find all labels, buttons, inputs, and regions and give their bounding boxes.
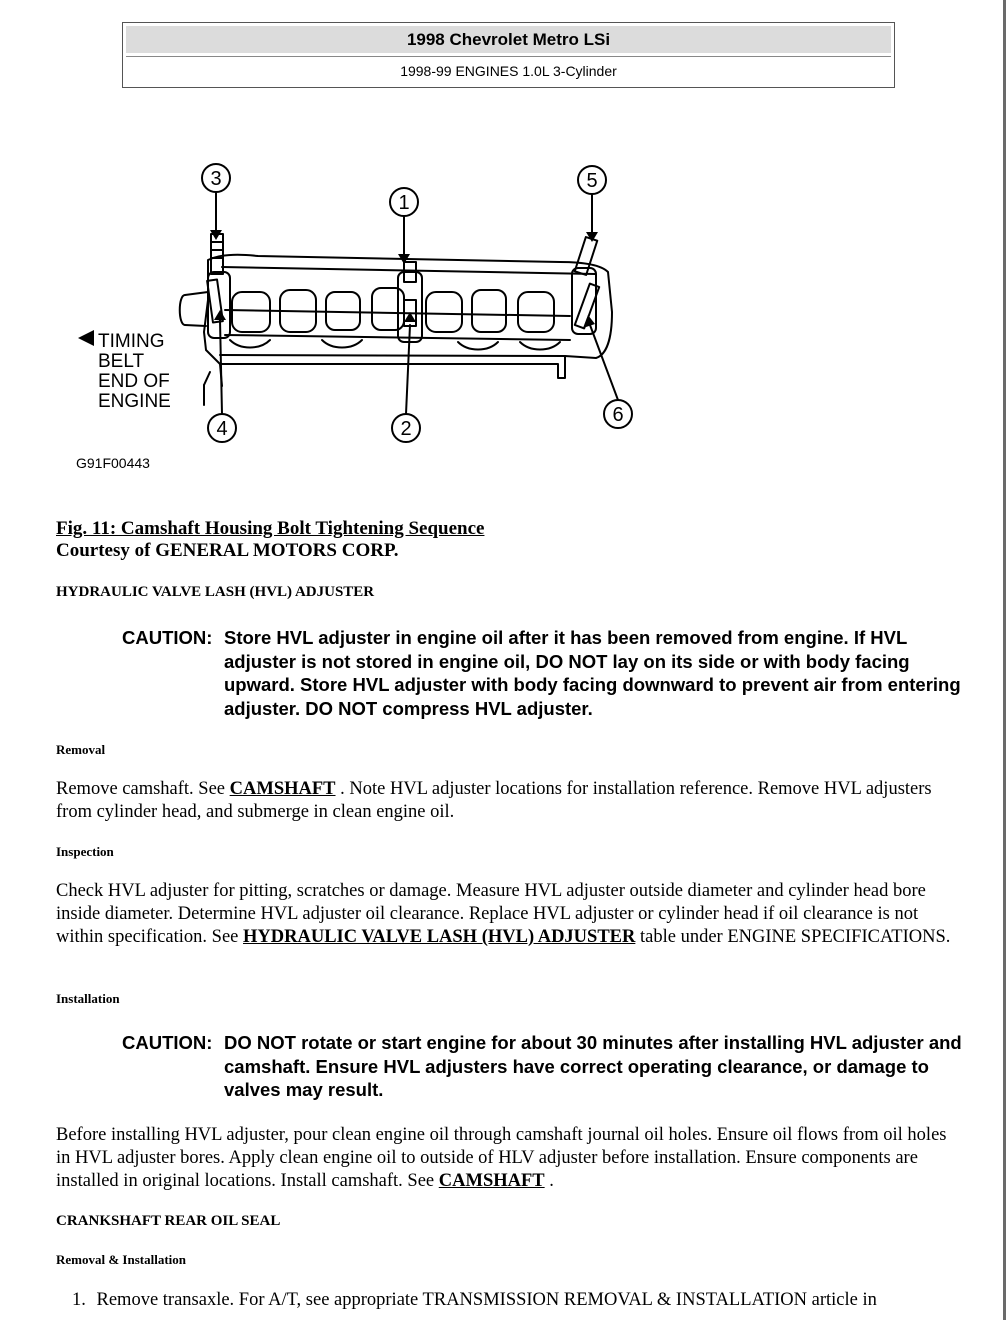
figure-code: G91F00443 [76, 455, 150, 471]
side-label-line-3: END OF [98, 371, 170, 392]
figure-caption-courtesy: Courtesy of GENERAL MOTORS CORP. [56, 540, 399, 561]
caution-block-installation [122, 1031, 962, 1102]
document-title: 1998 Chevrolet Metro LSi [126, 26, 891, 53]
inspection-paragraph [56, 880, 961, 949]
figure-caption-title[interactable]: Fig. 11: Camshaft Housing Bolt Tightening Sequence [56, 518, 485, 539]
camshaft-housing-figure [60, 150, 660, 480]
camshaft-link[interactable]: CAMSHAFT [438, 1171, 545, 1191]
crankshaft-heading: CRANKSHAFT REAR OIL SEAL [56, 1213, 281, 1229]
caution-text: Store HVL adjuster in engine oil after it has been removed from engine. If HVL adjuster is not stored in engine oil, DO NOT lay on its side or with body facing upward. Store HVL adjuster with body facing downward to prevent air from entering adjuster. DO NOT compress HVL adjuster. [224, 627, 961, 719]
figure-caption [56, 518, 484, 562]
callout-4: 4 [216, 418, 228, 440]
callout-2: 2 [400, 418, 412, 440]
inspection-text-pre: Check HVL adjuster for pitting, scratches or damage. Measure HVL adjuster outside diameter and cylinder head bore inside diameter. Determine HVL adjuster oil clearance. Replace HVL adjuster or cylinder head if oil clearance is not within specification. See [56, 881, 926, 947]
caution-label: CAUTION: [122, 1032, 213, 1053]
document-subtitle: 1998-99 ENGINES 1.0L 3-Cylinder [126, 56, 891, 85]
camshaft-link[interactable]: CAMSHAFT [229, 779, 336, 799]
side-label-line-2: BELT [98, 351, 145, 372]
callout-3: 3 [210, 168, 222, 190]
hvl-heading: HYDRAULIC VALVE LASH (HVL) ADJUSTER [56, 584, 375, 600]
installation-text-post: . [544, 1171, 554, 1191]
side-label-line-4: ENGINE [98, 391, 171, 412]
caution-label: CAUTION: [122, 627, 213, 648]
removal-text-pre: Remove camshaft. See [56, 779, 230, 799]
side-label-line-1: TIMING [98, 331, 165, 352]
step-text: Remove transaxle. For A/T, see appropriate TRANSMISSION REMOVAL & INSTALLATION article in [96, 1290, 877, 1310]
installation-heading: Installation [56, 991, 120, 1006]
inspection-text-post: table under ENGINE SPECIFICATIONS. [635, 927, 951, 947]
steps-list [72, 1289, 972, 1312]
callout-1: 1 [398, 192, 410, 214]
step-number: 1. [72, 1290, 86, 1310]
removal-paragraph [56, 778, 961, 824]
hvl-spec-link[interactable]: HYDRAULIC VALVE LASH (HVL) ADJUSTER [243, 927, 636, 947]
inspection-heading: Inspection [56, 844, 114, 859]
callout-5: 5 [586, 170, 598, 192]
caution-block-storage [122, 626, 962, 720]
removal-installation-heading: Removal & Installation [56, 1252, 186, 1267]
callout-6: 6 [612, 404, 624, 426]
removal-heading: Removal [56, 742, 106, 757]
caution-text: DO NOT rotate or start engine for about 30 minutes after installing HVL adjuster and camshaft. Ensure HVL adjusters have correct operating clearance, or damage to valves may result. [224, 1032, 962, 1100]
installation-text-pre: Before installing HVL adjuster, pour clean engine oil through camshaft journal oil holes. Ensure oil flows from oil holes in HVL adjuster bores. Apply clean engine oil to outside of HLV adjuster before installation. Ensure components are installed in original locations. Install camshaft. See [56, 1125, 947, 1191]
removal-text-post: . Note HVL adjuster locations for installation reference. Remove HVL adjusters from cylinder head, and submerge in clean engine oil. [56, 779, 932, 822]
camshaft-housing-diagram [60, 150, 660, 480]
document-header [122, 22, 895, 88]
installation-paragraph [56, 1124, 961, 1193]
